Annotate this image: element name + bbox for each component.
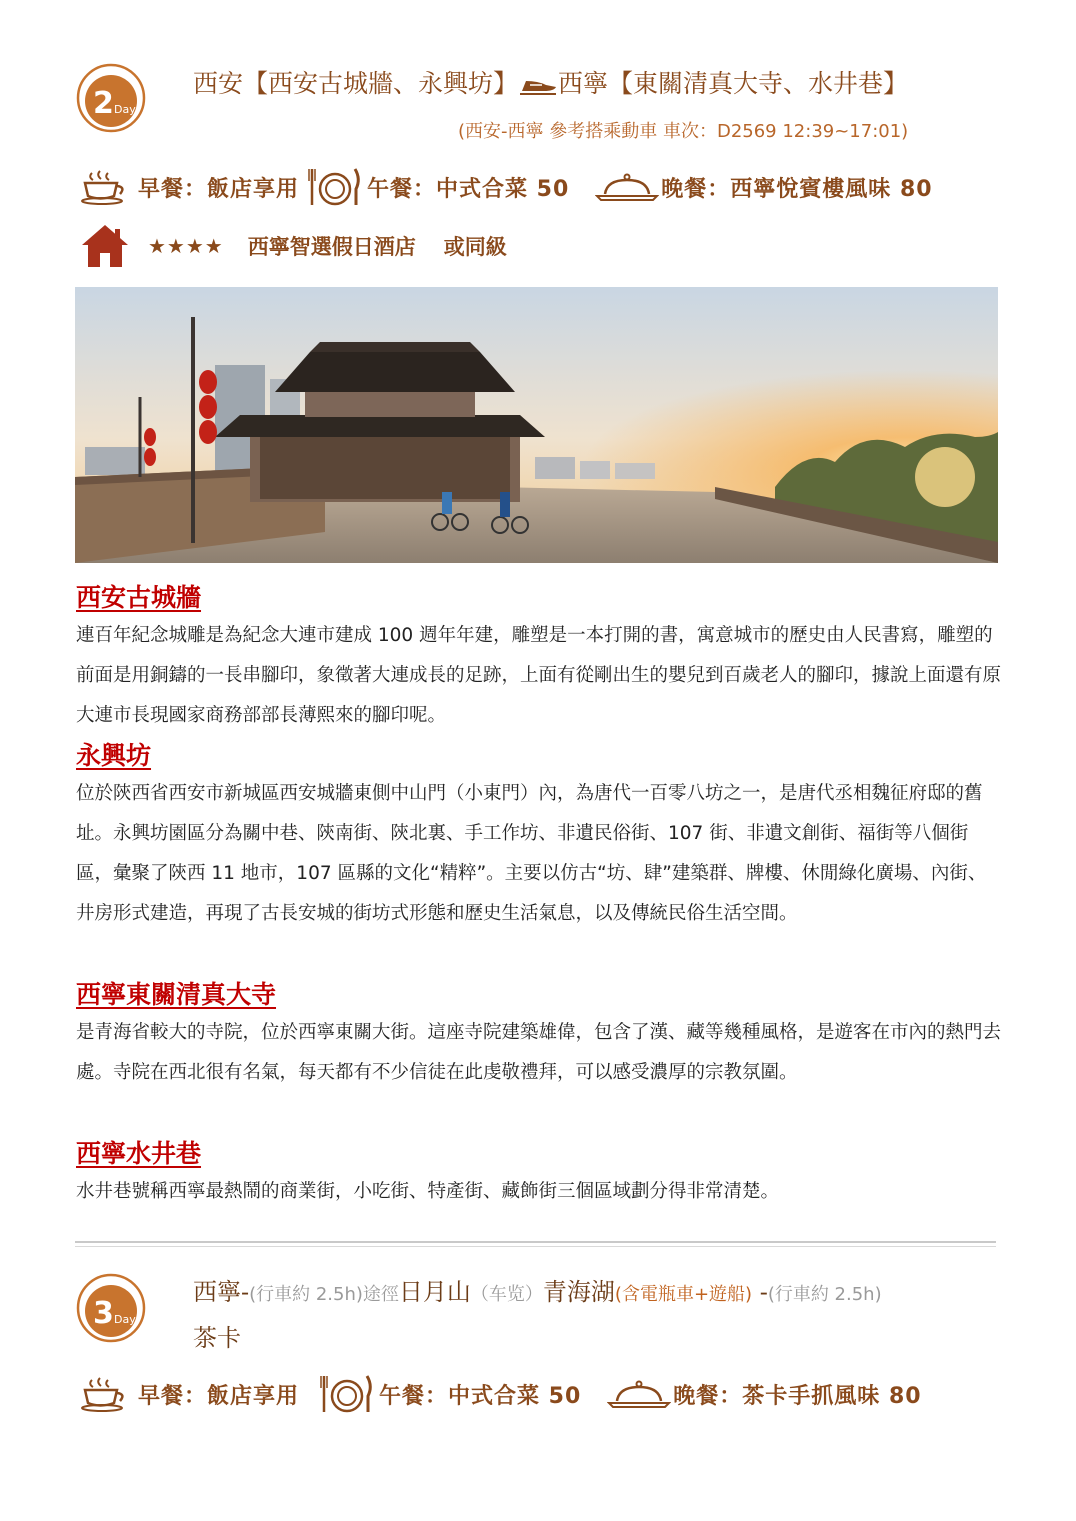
day3-dinner: 晚餐：茶卡手抓風味 80 bbox=[673, 1383, 922, 1409]
section-body-city-wall: 連百年紀念城雕是為紀念大連市建成 100 週年年建，雕塑是一本打開的書，寓意城市的歷史由人民書寫，雕塑的前面是用銅鑄的一長串腳印，象徵著大連成長的足跡，上面有從剛出生的嬰兒到百歲老人的腳印，據說上面還有原大連市長現國家商務部部長薄熙來的腳印呢。 bbox=[76, 625, 1002, 726]
day-badge-icon bbox=[76, 1273, 146, 1343]
section-title-yongxingfang: 永興坊 bbox=[76, 741, 152, 770]
teacup-icon bbox=[80, 1376, 130, 1412]
section-body-shuijingxiang: 水井巷號稱西寧最熱鬧的商業街，小吃街、特產街、藏飾街三個區域劃分得非常清楚。 bbox=[76, 1181, 780, 1202]
day3-route-dash: - bbox=[241, 1278, 250, 1306]
day3-route-destination: 茶卡 bbox=[193, 1324, 241, 1352]
day3-lake-includes: (含電瓶車+遊船) bbox=[614, 1284, 753, 1305]
day-badge-icon bbox=[76, 63, 146, 133]
train-icon bbox=[518, 75, 558, 97]
day2-route-title bbox=[193, 64, 908, 100]
day-badge-number: 2 bbox=[93, 86, 114, 121]
day-badge-label: Day bbox=[114, 103, 136, 116]
day3-via: 途徑 bbox=[362, 1284, 399, 1305]
day2-train-info: (西安-西寧 參考搭乘動車 車次：D2569 12:39~17:01) bbox=[458, 121, 909, 142]
day3-drive-time-1: (行車約 2.5h) bbox=[249, 1284, 363, 1305]
day3-lunch: 午餐：中式合菜 50 bbox=[379, 1383, 582, 1409]
day2-lunch: 午餐：中式合菜 50 bbox=[367, 176, 570, 202]
day-divider-thin bbox=[75, 1246, 996, 1247]
day2-route-part2: 西寧【東關清真大寺、水井巷】 bbox=[558, 69, 909, 98]
hotel-name: 西寧智選假日酒店 bbox=[247, 235, 416, 259]
day2-meals-row bbox=[80, 167, 933, 207]
day-badge-label: Day bbox=[114, 1313, 136, 1326]
hotel-stars: ★★★★ bbox=[148, 234, 224, 258]
cloche-icon bbox=[607, 1379, 671, 1409]
plate-fork-knife-icon bbox=[307, 165, 363, 209]
day3-meals-row bbox=[80, 1374, 922, 1414]
teacup-icon bbox=[80, 169, 130, 205]
day2-hotel-row bbox=[80, 223, 507, 269]
section-title-city-wall: 西安古城牆 bbox=[76, 583, 202, 612]
day-badge-number: 3 bbox=[93, 1296, 114, 1331]
section-body-yongxingfang: 位於陝西省西安市新城區西安城牆東側中山門（小東門）內，為唐代一百零八坊之一，是唐代丞相魏征府邸的舊址。永興坊園區分為關中巷、陝南街、陝北裏、手工作坊、非遺民俗街、107 街、非遺文創街、福街等八個街區，彙聚了陝西 11 地市，107 區縣的文化“精粹”。主要以仿古“坊、肆”建築群、牌樓、休閒綠化廣場、內街、井房形式建造，再現了古長安城的街坊式形態和歷史生活氣息，以及傳統民俗生活空間。 bbox=[76, 783, 987, 924]
plate-fork-knife-icon bbox=[319, 1372, 375, 1416]
day3-car-view: （车览） bbox=[470, 1284, 543, 1305]
day2-dinner: 晚餐：西寧悅賓樓風味 80 bbox=[661, 176, 933, 202]
day3-route-title bbox=[193, 1272, 882, 1307]
cloche-icon bbox=[595, 172, 659, 202]
day3-qinghai-lake: 青海湖 bbox=[542, 1278, 615, 1306]
day2-breakfast: 早餐：飯店享用 bbox=[138, 176, 300, 202]
day3-riyueshan: 日月山 bbox=[398, 1278, 471, 1306]
day3-breakfast: 早餐：飯店享用 bbox=[138, 1383, 300, 1409]
hotel-alternative: 或同級 bbox=[443, 235, 507, 259]
day3-route-dash-2: - bbox=[752, 1278, 768, 1306]
section-body-dongguan-mosque: 是青海省較大的寺院，位於西寧東關大街。這座寺院建築雄偉，包含了漢、藏等幾種風格，是遊客在市內的熱門去處。寺院在西北很有名氣，每天都有不少信徒在此虔敬禮拜，可以感受濃厚的宗教氛圍。 bbox=[76, 1022, 1002, 1083]
day-divider bbox=[75, 1241, 996, 1243]
day3-route-xining: 西寧 bbox=[193, 1278, 241, 1306]
xian-city-wall-photo bbox=[75, 287, 998, 563]
day2-route-part1: 西安【西安古城牆、永興坊】 bbox=[193, 69, 519, 98]
house-icon bbox=[80, 223, 130, 269]
section-title-dongguan-mosque: 西寧東關清真大寺 bbox=[76, 980, 277, 1009]
section-title-shuijingxiang: 西寧水井巷 bbox=[76, 1139, 202, 1168]
day3-drive-time-2: (行車約 2.5h) bbox=[767, 1284, 882, 1305]
